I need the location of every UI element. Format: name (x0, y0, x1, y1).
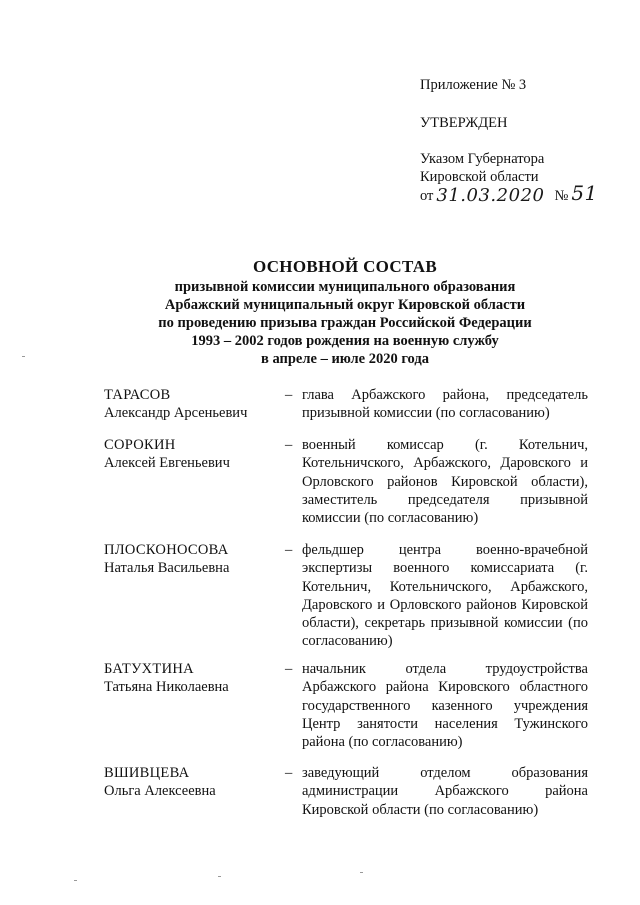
decree-date-line (420, 181, 598, 206)
scan-speck (74, 880, 77, 881)
member-person (104, 660, 274, 697)
appendix-label: Приложение № 3 (420, 77, 527, 93)
subtitle-line: 1993 – 2002 годов рождения на военную службу (191, 333, 499, 349)
scan-speck (22, 356, 25, 357)
member-dash: – (285, 437, 293, 453)
subtitle-line: по проведению призыва граждан Российской Федерации (158, 315, 532, 331)
subtitle-line: Арбажский муниципальный округ Кировской области (164, 297, 526, 313)
document-title-block (90, 256, 600, 368)
member-role: заведующий отделом образования администрации Арбажского района Кировской области (по согласованию) (302, 765, 588, 818)
member-role: начальник отдела трудоустройства Арбажского района Кировского областного государственного казенного учреждения Центр занятости населения Тужинского района (по согласованию) (302, 661, 588, 751)
member-person (104, 541, 274, 578)
approved-stamp-text: УТВЕРЖДЕН (420, 115, 508, 131)
decree-line-1: Указом Губернатора (420, 151, 545, 167)
member-dash: – (285, 542, 293, 558)
date-prefix: от (420, 188, 434, 204)
number-sign: № (554, 188, 569, 204)
member-given-name: Наталья Васильевна (104, 560, 230, 577)
member-given-name: Алексей Евгеньевич (104, 455, 230, 472)
handwritten-number: 51 (571, 181, 598, 205)
member-dash: – (285, 661, 293, 677)
member-surname: ТАРАСОВ (104, 387, 171, 403)
member-person (104, 764, 274, 801)
member-surname: ВШИВЦЕВА (104, 765, 190, 781)
member-surname: БАТУХТИНА (104, 661, 194, 677)
member-dash: – (285, 387, 293, 403)
member-dash: – (285, 765, 293, 781)
document-title: ОСНОВНОЙ СОСТАВ (252, 257, 437, 276)
member-given-name: Татьяна Николаевна (104, 679, 229, 696)
member-role: глава Арбажского района, председатель призывной комиссии (по согласованию) (302, 387, 588, 422)
member-person (104, 436, 274, 473)
decree-line-2: Кировской области (420, 169, 539, 185)
handwritten-date: 31.03.2020 (436, 185, 545, 206)
scan-speck (218, 876, 221, 877)
member-given-name: Александр Арсеньевич (104, 405, 248, 422)
member-surname: ПЛОСКОНОСОВА (104, 542, 229, 558)
subtitle-line: в апреле – июле 2020 года (261, 351, 429, 367)
member-role: фельдшер центра военно-врачебной экспертизы военного комиссариата (г. Котельнич, Котельничского, Арбажского, Даровского и Орловского районов Кировской области), секретарь призывной комиссии (по согласованию) (302, 542, 588, 650)
member-role: военный комиссар (г. Котельнич, Котельничского, Арбажского, Даровского и Орловского районов Кировской области), заместитель председателя призывной комиссии (по согласованию) (302, 437, 588, 527)
member-person (104, 386, 274, 423)
scan-speck (360, 872, 363, 873)
subtitle-line: призывной комиссии муниципального образования (174, 279, 516, 295)
member-surname: СОРОКИН (104, 437, 176, 453)
member-given-name: Ольга Алексеевна (104, 783, 216, 800)
